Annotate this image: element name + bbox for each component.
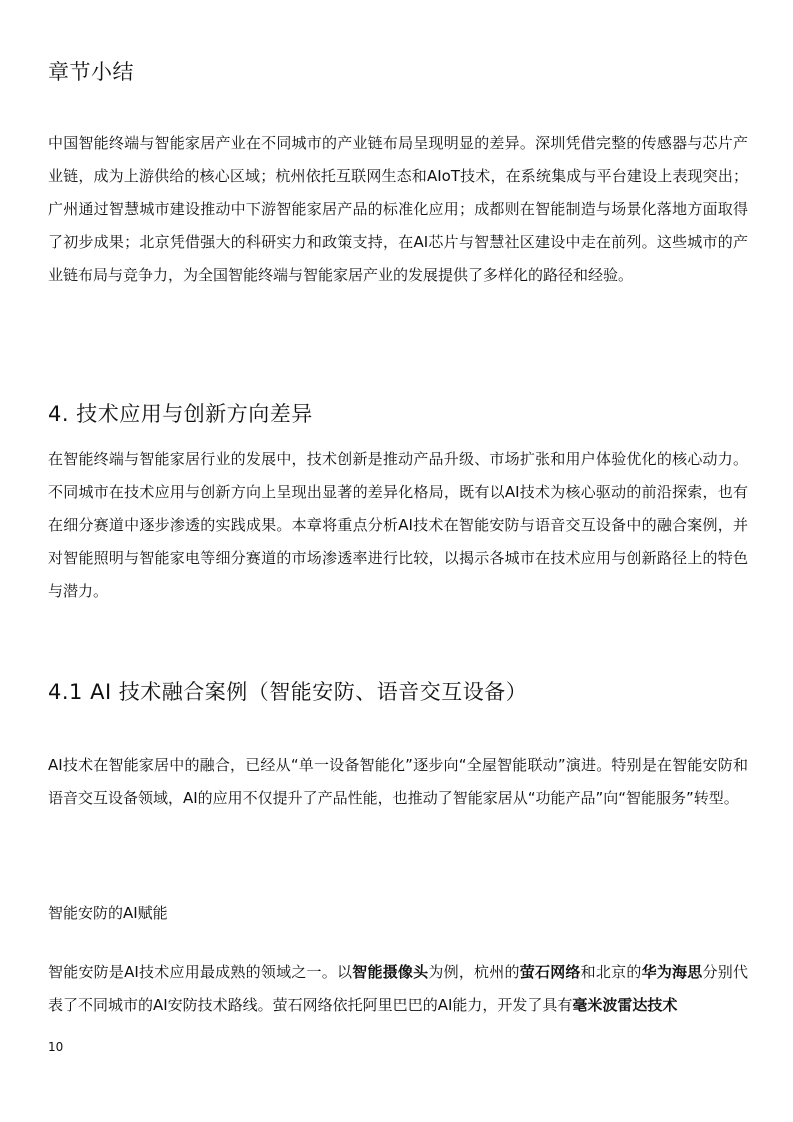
- bold-term: 萤石网络: [519, 963, 581, 981]
- bold-term: 智能摄像头: [352, 963, 429, 981]
- section-4-1-paragraph: AI技术在智能家居中的融合，已经从“单一设备智能化”逐步向“全屋智能联动”演进。特别是在智能安防和语音交互设备领域，AI的应用不仅提升了产品性能，也推动了智能家居从“功能产品”向“智能服务”转型。: [48, 756, 748, 807]
- subsection-paragraph: [48, 956, 748, 1022]
- subsection-heading: 智能安防的AI赋能: [48, 904, 168, 922]
- text-segment: 智能安防是AI技术应用最成熟的领域之一。以: [48, 963, 353, 981]
- section-4-paragraph: 在智能终端与智能家居行业的发展中，技术创新是推动产品升级、市场扩张和用户体验优化的核心动力。不同城市在技术应用与创新方向上呈现出显著的差异化格局，既有以AI技术为核心驱动的前沿探索，也有在细分赛道中逐步渗透的实践成果。本章将重点分析AI技术在智能安防与语音交互设备中的融合案例，并对智能照明与智能家电等细分赛道的市场渗透率进行比较，以揭示各城市在技术应用与创新路径上的特色与潜力。: [48, 450, 748, 600]
- bold-term: 华为海思: [641, 963, 703, 981]
- text-segment: 和北京的: [580, 963, 642, 981]
- text-segment: 为例，杭州的: [428, 963, 520, 981]
- chapter-summary-paragraph: 中国智能终端与智能家居产业在不同城市的产业链布局呈现明显的差异。深圳凭借完整的传感器与芯片产业链，成为上游供给的核心区域；杭州依托互联网生态和AIoT技术，在系统集成与平台建设上表现突出；广州通过智慧城市建设推动中下游智能家居产品的标准化应用；成都则在智能制造与场景化落地方面取得了初步成果；北京凭借强大的科研实力和政策支持，在AI芯片与智慧社区建设中走在前列。这些城市的产业链布局与竞争力，为全国智能终端与智能家居产业的发展提供了多样化的路径和经验。: [48, 134, 748, 284]
- section-4-heading: 4. 技术应用与创新方向差异: [48, 402, 313, 426]
- text-segment: 分别代表了不同城市的AI安防技术路线。萤石网络依托阿里巴巴的AI能力，开发了具有: [48, 963, 748, 1014]
- bold-term: 毫米波雷达技术: [572, 996, 678, 1014]
- chapter-summary-heading: 章节小结: [48, 60, 134, 84]
- page-number: 10: [48, 1040, 64, 1054]
- section-4-1-heading: 4.1 AI 技术融合案例（智能安防、语音交互设备）: [48, 680, 528, 704]
